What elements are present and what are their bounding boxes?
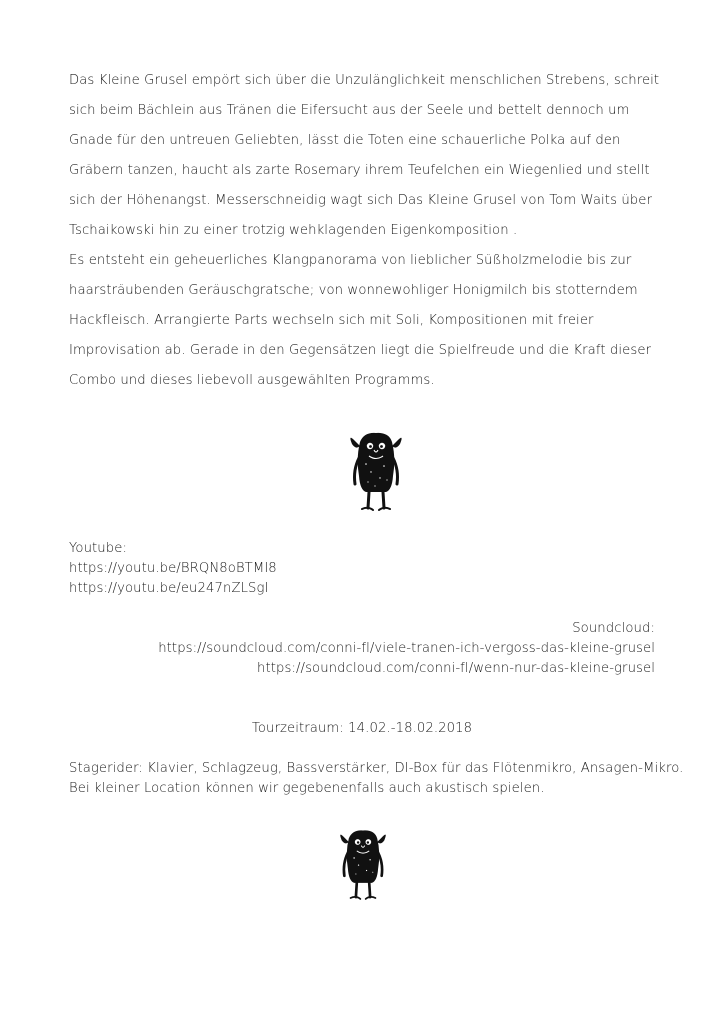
intro-paragraph-1: Das Kleine Grusel empört sich über die Unzulänglichkeit menschlichen Strebens, schreit sich beim Bächlein aus Tränen die Eifersucht aus der Seele und bettelt dennoch um Gnade für den untreuen Geliebten, lässt die Toten eine schauerliche Polka auf den Gräbern tanzen, haucht als zarte Rosemary ihrem Teufelchen ein Wiegenlied und stellt sich der Höhenangst. Messerschneidig wagt sich Das Kleine Grusel von Tom Waits über Tschaikowski hin zu einer trotzig wehklagenden Eigenkomposition . <box>69 73 660 238</box>
youtube-link-1[interactable]: https://youtu.be/BRQN8oBTMI8 <box>69 561 277 576</box>
grusel-creature-illustration-small <box>336 826 390 906</box>
youtube-link-2[interactable]: https://youtu.be/eu247nZLSgI <box>69 581 269 596</box>
stage-rider-line-2: Bei kleiner Location können wir gegebenenfalls auch akustisch spielen. <box>69 781 545 796</box>
intro-text <box>69 66 669 396</box>
youtube-label: Youtube: <box>69 541 127 556</box>
soundcloud-link-1[interactable]: https://soundcloud.com/conni-fl/viele-tranen-ich-vergoss-das-kleine-grusel <box>158 641 655 656</box>
soundcloud-section <box>158 619 655 679</box>
soundcloud-link-2[interactable]: https://soundcloud.com/conni-fl/wenn-nur-das-kleine-grusel <box>257 661 655 676</box>
soundcloud-label: Soundcloud: <box>572 621 655 636</box>
tour-dates: Tourzeitraum: 14.02.-18.02.2018 <box>251 721 473 736</box>
stage-rider-line-1: Stagerider: Klavier, Schlagzeug, Bassverstärker, DI-Box für das Flötenmikro, Ansagen-Mikro. <box>69 761 684 776</box>
stage-rider <box>69 759 684 799</box>
youtube-section <box>69 539 277 599</box>
grusel-creature-illustration <box>346 428 406 518</box>
intro-paragraph-2: Es entsteht ein geheuerliches Klangpanorama von lieblicher Süßholzmelodie bis zur haarsträubenden Geräuschgratsche; von wonnewohliger Honigmilch bis stotterndem Hackfleisch. Arrangierte Parts wechseln sich mit Soli, Kompositionen mit freier Improvisation ab. Gerade in den Gegensätzen liegt die Spielfreude und die Kraft dieser Combo und dieses liebevoll ausgewählten Programms. <box>69 253 652 388</box>
